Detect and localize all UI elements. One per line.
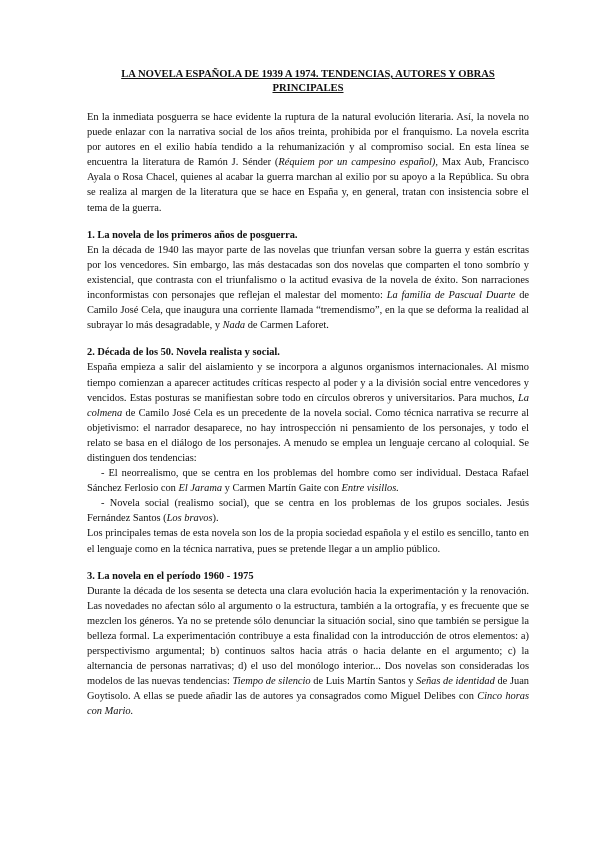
- bullet-2-work: Los bravos: [166, 513, 213, 525]
- bullet-1-work-1: El Jarama: [178, 483, 223, 495]
- document-body: [87, 68, 529, 720]
- section-1-paragraph: [87, 243, 529, 334]
- s3-text-2: de Luis Martín Santos y: [310, 676, 417, 688]
- section-3-paragraph: [87, 584, 529, 720]
- s3-work-2: Señas de identidad: [416, 676, 495, 688]
- s2-text-1: España empieza a salir del aislamiento y se incorpora a algunos organismos internacionales. Al mismo tiempo comienzan a aparecer actitudes críticas respecto al poder y a la división social entre vencedores y vencidos. Estas posturas se manifiestan sobre todo en círculos obreros y universitarios. Para muchos,: [87, 362, 529, 404]
- s3-text-1: Durante la década de los sesenta se detecta una clara evolución hacia la experimentación y la renovación. Las novedades no afectan sólo al argumento o la estructura, también a la ortografía, y es frecuente que se mezclen los géneros. Ya no se pretende sólo denunciar la situación social, sino que también se persigue la belleza formal. La experimentación contribuye a esta finalidad con la introducción de otros elementos: a) perspectivismo argumental; b) continuos saltos hacia atrás o hacia delante en el argumento; c) la alternancia de personas narrativas; d) el uso del monólogo interior... Dos novelas son consideradas los modelos de las nuevas tendencias:: [87, 585, 529, 688]
- intro-paragraph: [87, 110, 529, 216]
- intro-work-title: Réquiem por un campesino español),: [278, 157, 438, 169]
- s1-work-2: Nada: [222, 320, 246, 332]
- section-2-closing: Los principales temas de esta novela son los de la propia sociedad española y el estilo es sencillo, tanto en el lenguaje como en la técnica narrativa, pues se pretende llegar a un amplio público.: [87, 528, 529, 555]
- section-2-bullet-2: [87, 496, 529, 526]
- s3-text-3: de Juan Goytisolo. A ellas se puede añadir las de autores ya consagrados como Miguel Delibes con: [87, 676, 530, 703]
- section-3-heading: 3. La novela en el período 1960 - 1975: [87, 570, 254, 582]
- s1-text-3: de Carmen Laforet.: [245, 320, 329, 332]
- section-2-paragraph: [87, 360, 529, 466]
- section-2-bullet-1: [87, 466, 529, 496]
- section-1-heading: 1. La novela de los primeros años de posguerra.: [87, 229, 298, 241]
- bullet-1-text-2: y Carmen Martín Gaite con: [222, 483, 342, 495]
- intro-text-1: En la inmediata posguerra se hace evidente la ruptura de la natural evolución literaria. Así, la novela no puede enlazar con la narrativa social de los años treinta, prohibida por el franquismo. La novela escrita por autores en el exilio había tendido a la rehumanización y al compromiso social. En esta línea se encuentra la literatura de Ramón J. Sénder (: [87, 112, 529, 169]
- document-title: LA NOVELA ESPAÑOLA DE 1939 A 1974. TENDENCIAS, AUTORES Y OBRAS PRINCIPALES: [121, 69, 495, 94]
- s3-work-3: Cinco horas con Mario.: [87, 691, 529, 718]
- section-2-heading: 2. Década de los 50. Novela realista y social.: [87, 347, 280, 359]
- s3-work-1: Tiempo de silencio: [232, 676, 311, 688]
- s2-work-1: La colmena: [87, 392, 529, 419]
- s1-text-2: de Camilo José Cela, que inaugura una corriente llamada “tremendismo”, en la que se deforma la realidad al subrayar lo más desagradable, y: [87, 290, 530, 332]
- bullet-1-text-1: - El neorrealismo, que se centra en los problemas del hombre como ser individual. Destaca Rafael Sánchez Ferlosio con: [87, 468, 529, 495]
- s1-text-1: En la década de 1940 las mayor parte de las novelas que triunfan versan sobre la guerra y están escritas por los vencedores. Sin embargo, las más destacadas son dos novelas que comparten el tono sombrío y existencial, que contrasta con el triunfalismo o la actitud evasiva de la novela de éxito. Son narraciones inconformistas con personajes que reflejan el malestar del momento:: [87, 244, 529, 302]
- bullet-1-work-2: Entre visillos.: [341, 483, 399, 495]
- bullet-2-text-2: ).: [212, 513, 219, 525]
- s2-text-2: de Camilo José Cela es un precedente de la novela social. Como técnica narrativa se recurre al objetivismo: el narrador desaparece, no hay introspección ni pensamiento de los personajes, y todo el relato se basa en el diálogo de los personajes. A menudo se emplea un lenguaje cercano al coloquial. Se distinguen dos tendencias:: [87, 407, 529, 464]
- s1-work-1: La familia de Pascual Duarte: [386, 290, 516, 302]
- bullet-2-text-1: - Novela social (realismo social), que se centra en los problemas de los grupos sociales. Jesús Fernández Santos (: [87, 498, 529, 525]
- intro-text-2: Max Aub, Francisco Ayala o Rosa Chacel, quienes al acabar la guerra marchan al exilio por su apoyo a la República. Su obra se realiza al margen de la literatura que se hace en España y, en general, tratan con insistencia sobre el tema de la guerra.: [87, 157, 530, 214]
